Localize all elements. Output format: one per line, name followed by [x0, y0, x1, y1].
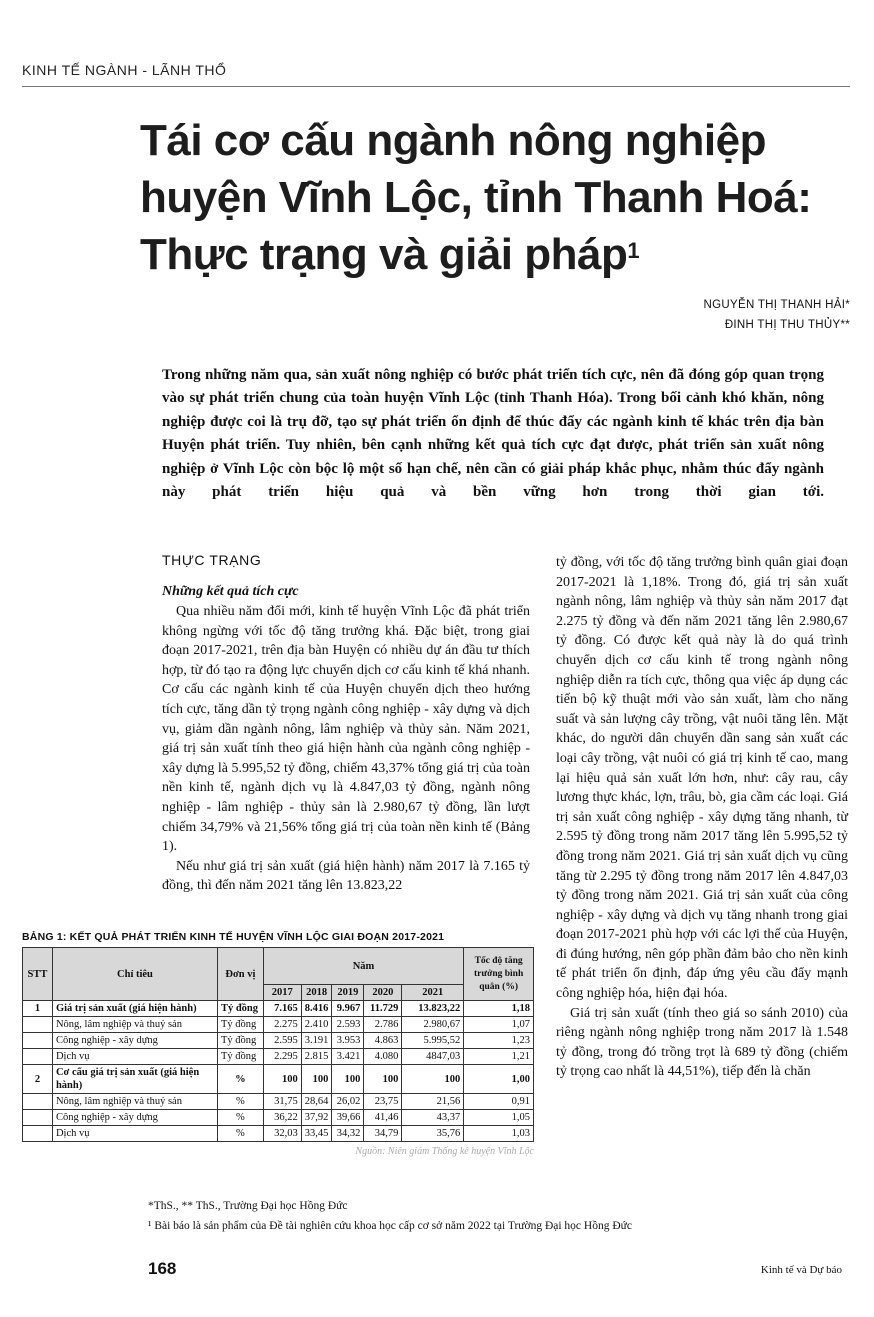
cell-indicator: Nông, lâm nghiệp và thuỷ sản — [52, 1094, 217, 1110]
cell-value: 34,79 — [364, 1126, 402, 1142]
cell-growth: 0,91 — [464, 1094, 534, 1110]
section-heading: THỰC TRẠNG — [162, 552, 262, 568]
cell-indicator: Giá trị sản xuất (giá hiện hành) — [52, 1001, 217, 1017]
right-column — [556, 553, 848, 1082]
cell-unit: % — [217, 1065, 263, 1094]
cell-unit: Tỷ đồng — [217, 1049, 263, 1065]
cell-value: 100 — [301, 1065, 332, 1094]
cell-value: 13.823,22 — [402, 1001, 464, 1017]
cell-value: 4847,03 — [402, 1049, 464, 1065]
cell-value: 37,92 — [301, 1110, 332, 1126]
cell-value: 4.863 — [364, 1033, 402, 1049]
footnote-funding: ¹ Bài báo là sản phẩm của Đề tài nghiên cứu khoa học cấp cơ sở năm 2022 tại Trường Đại học Hồng Đức — [148, 1220, 632, 1232]
section-label: KINH TẾ NGÀNH - LÃNH THỔ — [22, 62, 227, 78]
left-paragraph-2: Nếu như giá trị sản xuất (giá hiện hành) năm 2017 là 7.165 tỷ đồng, thì đến năm 2021 tăng lên 13.823,22 — [162, 858, 530, 894]
cell-unit: Tỷ đồng — [217, 1033, 263, 1049]
cell-growth: 1,23 — [464, 1033, 534, 1049]
cell-value: 23,75 — [364, 1094, 402, 1110]
cell-growth: 1,21 — [464, 1049, 534, 1065]
cell-stt — [23, 1126, 53, 1142]
header-year-2018: 2018 — [301, 985, 332, 1001]
cell-value: 33,45 — [301, 1126, 332, 1142]
cell-value: 2.295 — [263, 1049, 301, 1065]
author-2: ĐINH THỊ THU THỦY** — [724, 319, 850, 331]
cell-indicator: Công nghiệp - xây dựng — [52, 1033, 217, 1049]
subsection-heading: Những kết quả tích cực — [162, 584, 299, 599]
header-unit: Đơn vị — [217, 948, 263, 1001]
cell-value: 4.080 — [364, 1049, 402, 1065]
cell-value: 32,03 — [263, 1126, 301, 1142]
cell-stt — [23, 1094, 53, 1110]
cell-value: 26,02 — [332, 1094, 364, 1110]
title-footnote-marker: 1 — [627, 238, 640, 263]
cell-value: 41,46 — [364, 1110, 402, 1126]
cell-value: 5.995,52 — [402, 1033, 464, 1049]
authors-block — [704, 295, 850, 335]
cell-value: 2.410 — [301, 1017, 332, 1033]
footnote-authors: *ThS., ** ThS., Trường Đại học Hồng Đức — [148, 1200, 348, 1212]
cell-value: 100 — [402, 1065, 464, 1094]
cell-value: 36,22 — [263, 1110, 301, 1126]
cell-growth: 1,18 — [464, 1001, 534, 1017]
cell-value: 8.416 — [301, 1001, 332, 1017]
cell-stt — [23, 1017, 53, 1033]
cell-value: 2.815 — [301, 1049, 332, 1065]
cell-indicator: Nông, lâm nghiệp và thuỷ sản — [52, 1017, 217, 1033]
cell-value: 3.191 — [301, 1033, 332, 1049]
section-divider — [22, 86, 850, 87]
cell-growth: 1,07 — [464, 1017, 534, 1033]
cell-value: 3.953 — [332, 1033, 364, 1049]
table-1 — [22, 931, 534, 1157]
cell-stt — [23, 1110, 53, 1126]
header-year-2017: 2017 — [263, 985, 301, 1001]
cell-value: 39,66 — [332, 1110, 364, 1126]
table-row — [23, 1049, 534, 1065]
cell-unit: % — [217, 1094, 263, 1110]
cell-value: 100 — [364, 1065, 402, 1094]
cell-value: 7.165 — [263, 1001, 301, 1017]
cell-unit: % — [217, 1126, 263, 1142]
cell-growth: 1,00 — [464, 1065, 534, 1094]
cell-value: 11.729 — [364, 1001, 402, 1017]
cell-value: 35,76 — [402, 1126, 464, 1142]
abstract-text: Trong những năm qua, sản xuất nông nghiệp có bước phát triển tích cực, nên đã đóng góp quan trọng vào sự phát triển chung của toàn huyện Vĩnh Lộc (tỉnh Thanh Hóa). Trong bối cảnh khó khăn, nông nghiệp được coi là trụ đỡ, tạo sự phát triển ổn định để thúc đẩy các ngành kinh tế khác trên địa bàn Huyện phát triển. Tuy nhiên, bên cạnh những kết quả tích cực đạt được, phát triển sản xuất nông nghiệp ở Vĩnh Lộc còn bộc lộ một số hạn chế, nên cần có giải pháp khắc phục, nhằm thúc đẩy ngành này phát triển hiệu quả và bền vững hơn trong thời gian tới. — [162, 367, 824, 501]
left-column — [162, 552, 530, 896]
cell-value: 2.980,67 — [402, 1017, 464, 1033]
cell-value: 9.967 — [332, 1001, 364, 1017]
table-row — [23, 1017, 534, 1033]
table-title: BẢNG 1: KẾT QUẢ PHÁT TRIỂN KINH TẾ HUYỆN VĨNH LỘC GIAI ĐOẠN 2017-2021 — [22, 931, 445, 943]
header-year-group: Năm — [263, 948, 463, 985]
table-row — [23, 1110, 534, 1126]
right-paragraph-2: Giá trị sản xuất (tính theo giá so sánh 2010) của riêng ngành nông nghiệp trong năm 2017 là 1.548 tỷ đồng, trong đó trồng trọt là 689 tỷ đồng (chiếm tỷ trọng cao nhất là 44,51%), tiếp đến là chăn — [556, 1005, 848, 1080]
cell-value: 2.595 — [263, 1033, 301, 1049]
right-paragraph-1: tỷ đồng, với tốc độ tăng trưởng bình quân giai đoạn 2017-2021 là 1,18%. Trong đó, giá trị sản xuất ngành nông, lâm nghiệp và thủy sản năm 2017 đạt 2.275 tỷ đồng và đến năm 2021 tăng lên 2.980,67 tỷ đồng. Có được kết quả này là do quá trình chuyển dịch cơ cấu kinh tế trong ngành nông nghiệp diễn ra tích cực, thông qua việc áp dụng các tiến bộ kỹ thuật mới vào sản xuất, làm cho năng suất và sản lượng cây trồng, vật nuôi tăng lên. Mặt khác, do người dân chuyển dần sang sản xuất các loại cây trồng, vật nuôi có giá trị kinh tế cao, mang lại hiệu quả sản xuất lớn hơn, như: cây rau, cây lương thực khác, lợn, trâu, bò, gia cầm các loại. Giá trị sản xuất công nghiệp - xây dựng tăng nhanh, từ 2.595 tỷ đồng trong năm 2017 tăng lên 5.995,52 tỷ đồng trong năm 2021. Giá trị sản xuất dịch vụ cũng tăng từ 2.295 tỷ đồng trong năm 2017 lên 4.847,03 tỷ đồng trong năm 2021. Giá trị sản xuất của công nghiệp - xây dựng và dịch vụ tăng nhanh trong giai đoạn 2017-2021 phù hợp với các lợi thế của Huyện, đi đúng hướng, nên góp phần đảm bảo cho nền kinh tế phát triển ổn định, đáp ứng yêu cầu đẩy mạnh công nghiệp hóa, hiện đại hóa. — [556, 555, 848, 1002]
article-title — [140, 112, 860, 283]
author-1: NGUYỄN THỊ THANH HẢI* — [703, 299, 850, 311]
cell-value: 28,64 — [301, 1094, 332, 1110]
cell-unit: % — [217, 1110, 263, 1126]
header-indicator: Chỉ tiêu — [52, 948, 217, 1001]
cell-value: 31,75 — [263, 1094, 301, 1110]
table-row — [23, 1126, 534, 1142]
cell-stt — [23, 1033, 53, 1049]
cell-value: 3.421 — [332, 1049, 364, 1065]
cell-value: 2.593 — [332, 1017, 364, 1033]
cell-indicator: Dịch vụ — [52, 1126, 217, 1142]
cell-growth: 1,03 — [464, 1126, 534, 1142]
cell-value: 100 — [332, 1065, 364, 1094]
footnotes — [148, 1196, 848, 1236]
header-year-2021: 2021 — [402, 985, 464, 1001]
table-row — [23, 1001, 534, 1017]
article-title-text: Tái cơ cấu ngành nông nghiệp huyện Vĩnh Lộc, tỉnh Thanh Hoá: Thực trạng và giải pháp — [140, 116, 812, 279]
cell-indicator: Dịch vụ — [52, 1049, 217, 1065]
table-header-row — [23, 948, 534, 985]
header-year-2020: 2020 — [364, 985, 402, 1001]
header-growth: Tốc độ tăng trưởng bình quân (%) — [464, 948, 534, 1001]
cell-unit: Tỷ đồng — [217, 1001, 263, 1017]
cell-stt: 1 — [23, 1001, 53, 1017]
table-row — [23, 1033, 534, 1049]
cell-value: 34,32 — [332, 1126, 364, 1142]
cell-indicator: Cơ cấu giá trị sản xuất (giá hiện hành) — [52, 1065, 217, 1094]
cell-value: 21,56 — [402, 1094, 464, 1110]
cell-unit: Tỷ đồng — [217, 1017, 263, 1033]
journal-name: Kinh tế và Dự báo — [760, 1264, 842, 1276]
cell-value: 43,37 — [402, 1110, 464, 1126]
abstract — [162, 364, 824, 504]
cell-value: 2.275 — [263, 1017, 301, 1033]
table-row — [23, 1094, 534, 1110]
cell-value: 2.786 — [364, 1017, 402, 1033]
page-number: 168 — [148, 1259, 177, 1278]
table-source: Nguồn: Niên giám Thống kê huyện Vĩnh Lộc — [355, 1146, 534, 1157]
cell-indicator: Công nghiệp - xây dựng — [52, 1110, 217, 1126]
cell-value: 100 — [263, 1065, 301, 1094]
cell-stt: 2 — [23, 1065, 53, 1094]
left-paragraph-1: Qua nhiều năm đổi mới, kinh tế huyện Vĩnh Lộc đã phát triển không ngừng với tốc độ tăng trưởng khá. Đặc biệt, trong giai đoạn 2017-2021, trên địa bàn Huyện có nhiều dự án đầu tư thích hợp, từ đó tạo ra động lực chuyển dịch cơ cấu kinh tế khá nhanh. Cơ cấu các ngành kinh tế của Huyện chuyển dịch theo hướng tích cực, tăng dần tỷ trọng ngành công nghiệp - xây dựng và dịch vụ, giảm dần ngành nông, lâm nghiệp và thủy sản. Năm 2021, giá trị sản xuất tính theo giá hiện hành của ngành công nghiệp - xây dựng là 5.995,52 tỷ đồng, chiếm 43,37% tổng giá trị của toàn nền kinh tế, ngành dịch vụ là 4.847,03 tỷ đồng, ngành nông nghiệp - lâm nghiệp - thủy sản là 2.980,67 tỷ đồng, lần lượt chiếm 34,79% và 21,56% tổng giá trị của toàn nền kinh tế (Bảng 1). — [162, 604, 530, 855]
cell-stt — [23, 1049, 53, 1065]
data-table — [22, 947, 534, 1142]
header-stt: STT — [23, 948, 53, 1001]
header-year-2019: 2019 — [332, 985, 364, 1001]
table-row — [23, 1065, 534, 1094]
cell-growth: 1,05 — [464, 1110, 534, 1126]
